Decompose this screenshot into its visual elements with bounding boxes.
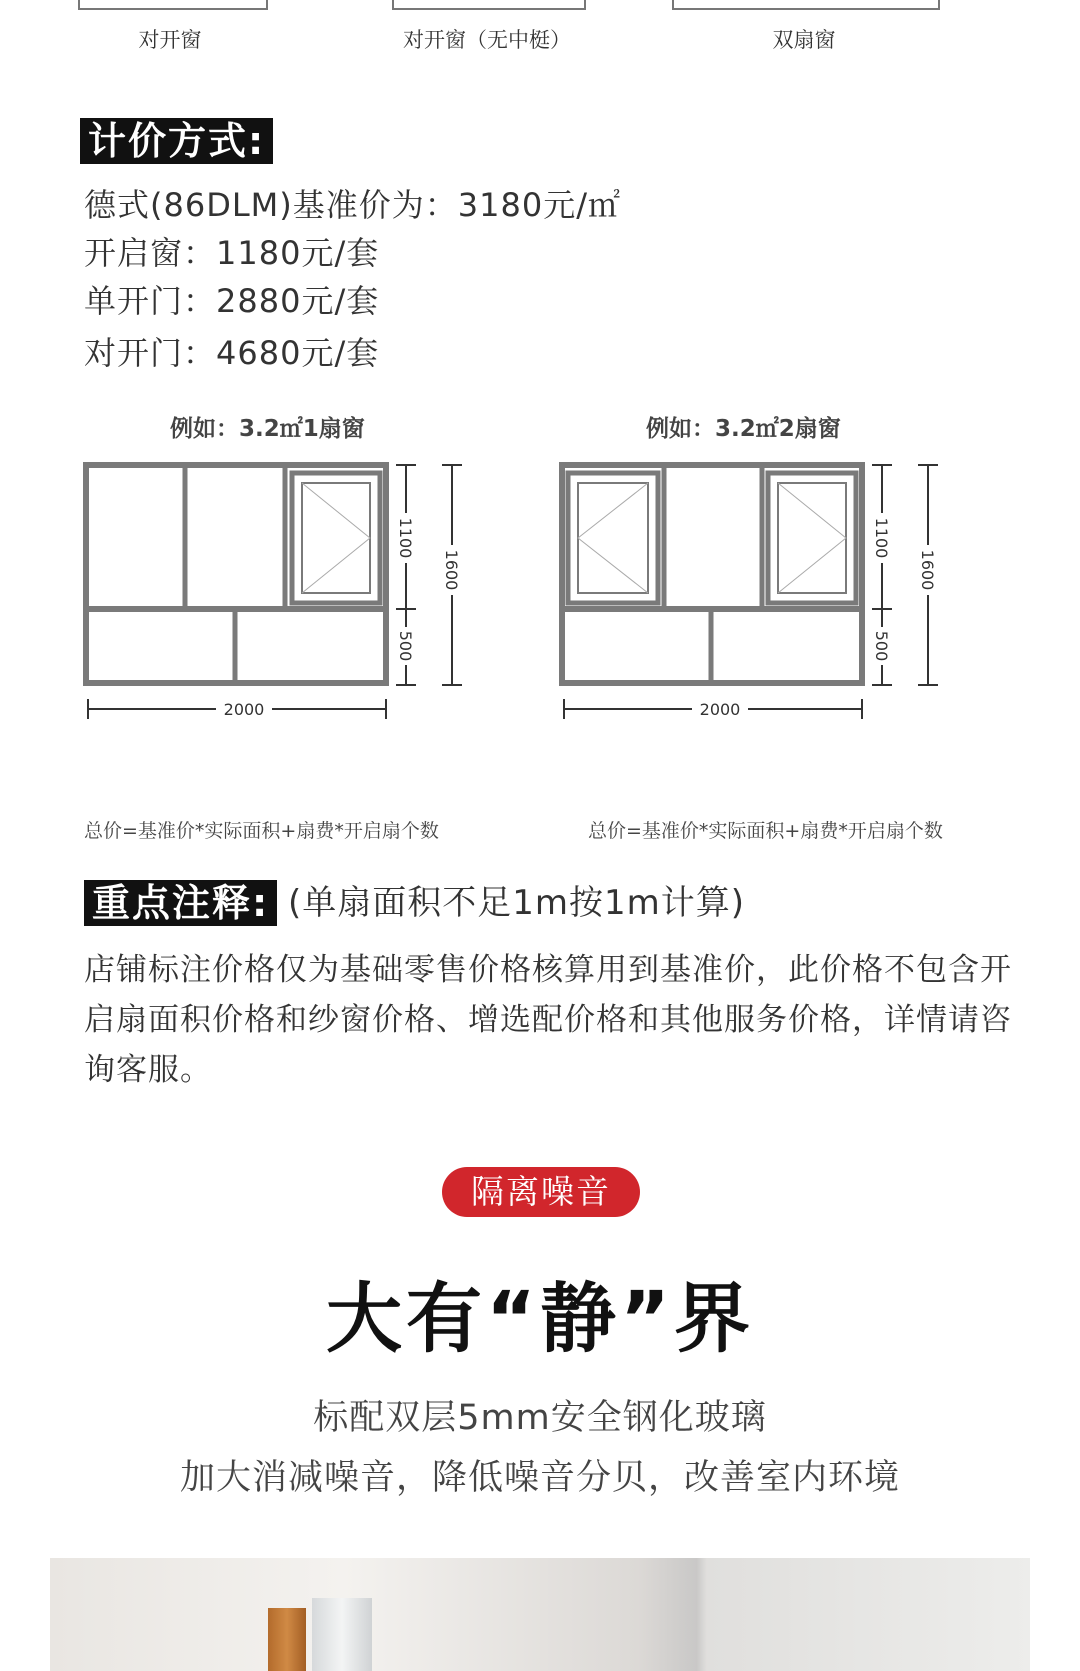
note-tag: 重点注释:: [84, 880, 277, 926]
window-type-label-2: 对开窗（无中梃）: [403, 28, 571, 52]
example-2-width: 2000: [699, 700, 741, 719]
pricing-tag: 计价方式:: [80, 118, 273, 164]
example-1-diagram: [80, 455, 480, 735]
example-1-formula: 总价=基准价*实际面积+扇费*开启扇个数: [84, 820, 439, 842]
example-2-total: 1600: [918, 549, 937, 591]
example-1-lower: 500: [396, 630, 415, 662]
price-single-door: 单开门：2880元/套: [84, 282, 380, 320]
example-2-formula: 总价=基准价*实际面积+扇费*开启扇个数: [588, 820, 943, 842]
example-2-lower: 500: [872, 630, 891, 662]
note-tag-suffix: (单扇面积不足1m按1m计算): [288, 883, 746, 923]
window-type-thumb-2: [392, 0, 586, 10]
example-1-upper: 1100: [396, 517, 415, 559]
example-1-width: 2000: [223, 700, 265, 719]
window-type-label-3: 双扇窗: [772, 28, 836, 52]
price-base: 德式(86DLM)基准价为：3180元/㎡: [84, 186, 621, 224]
noise-subline-2: 加大消减噪音，降低噪音分贝，改善室内环境: [179, 1458, 900, 1498]
window-type-label-1: 对开窗: [138, 28, 202, 52]
example-2-upper: 1100: [872, 517, 891, 559]
glass-pane-sample: [312, 1598, 372, 1671]
noise-headline: 大有“静”界: [326, 1274, 754, 1363]
window-type-thumb-1: [78, 0, 268, 10]
price-opening-window: 开启窗：1180元/套: [84, 234, 380, 272]
noise-badge: 隔离噪音: [442, 1167, 640, 1217]
price-double-door: 对开门：4680元/套: [84, 334, 380, 372]
example-2-diagram: [556, 455, 956, 735]
note-text: 店铺标注价格仅为基础零售价格核算用到基准价，此价格不包含开启扇面积价格和纱窗价格、增选配价格和其他服务价格，详情请咨询客服。: [84, 952, 1012, 1088]
example-1-title: 例如：3.2㎡1扇窗: [170, 416, 365, 442]
example-1-total: 1600: [442, 549, 461, 591]
example-2-title: 例如：3.2㎡2扇窗: [646, 416, 841, 442]
window-profile-sample: [268, 1608, 306, 1671]
noise-subline-1: 标配双层5mm安全钢化玻璃: [313, 1398, 767, 1438]
window-type-thumb-3: [672, 0, 940, 10]
product-photo: [50, 1558, 1030, 1671]
